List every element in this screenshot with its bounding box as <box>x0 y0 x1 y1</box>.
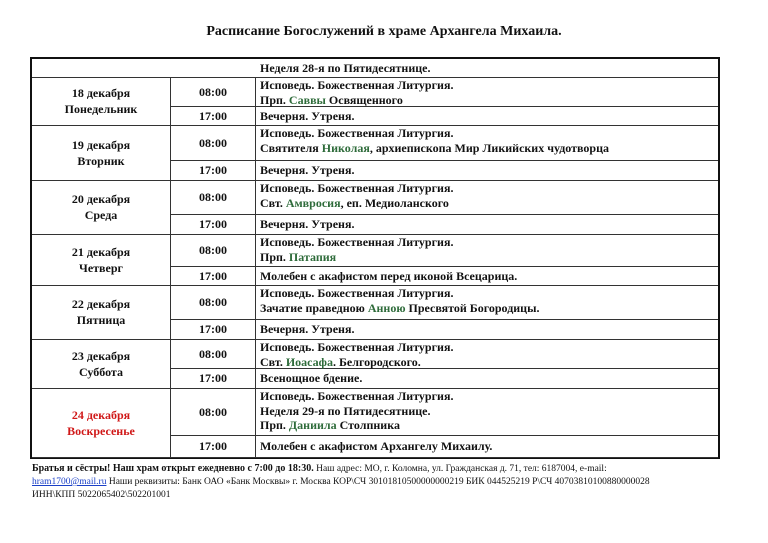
morning-time: 08:00 <box>199 295 227 309</box>
time-slot <box>171 285 255 320</box>
feast-prefix: Свт. <box>260 355 286 369</box>
feast-prefix: Прп. <box>260 250 289 264</box>
feast-suffix: , архиепископа Мир Ликийских чудотворца <box>369 141 610 155</box>
event-slot <box>256 161 718 180</box>
address: Наш адрес: МО, г. Коломна, ул. Гражданская д. 71, тел: 6187004, e-mail: <box>313 464 607 474</box>
day-weekday: Четверг <box>79 260 123 275</box>
time-slot <box>171 77 255 107</box>
times-column <box>171 234 256 285</box>
evening-time: 17:00 <box>199 322 227 336</box>
day-weekday: Воскресенье <box>67 423 135 438</box>
event-slot <box>256 388 718 436</box>
evening-time: 17:00 <box>199 439 227 453</box>
feast-suffix: Столпника <box>336 418 400 432</box>
morning-time: 08:00 <box>199 404 227 419</box>
day-date-cell <box>32 234 171 285</box>
evening-time: 17:00 <box>199 371 227 385</box>
day-date: 20 декабря <box>71 192 131 206</box>
evening-service: Вечерня. Утреня. <box>260 322 355 336</box>
email-link[interactable]: hram1700@mail.ru <box>32 477 107 487</box>
morning-service: Исповедь. Божественная Литургия. <box>260 389 454 403</box>
event-slot <box>256 369 718 388</box>
time-slot <box>171 215 255 234</box>
times-column <box>171 77 256 125</box>
feast-prefix: Святителя <box>260 141 322 155</box>
feast-line <box>260 250 336 265</box>
footer-line-1 <box>32 462 752 476</box>
evening-time: 17:00 <box>199 268 227 283</box>
day-date: 19 декабря <box>71 137 131 152</box>
evening-service: Вечерня. Утреня. <box>260 163 355 177</box>
saint-name: Николая <box>321 141 370 155</box>
time-slot <box>171 267 255 285</box>
morning-time: 08:00 <box>199 190 227 204</box>
morning-service: Исповедь. Божественная Литургия. <box>260 286 454 300</box>
day-date-cell <box>32 77 171 125</box>
morning-service: Исповедь. Божественная Литургия. <box>260 340 454 354</box>
times-column <box>171 285 256 339</box>
evening-service: Вечерня. Утреня. <box>260 108 355 123</box>
week-header-label: Неделя 28-я по Пятидесятнице. <box>260 61 431 75</box>
times-column <box>171 388 256 457</box>
time-slot <box>171 369 255 388</box>
saint-name: Патапия <box>288 250 337 264</box>
opening-hours: Братья и сёстры! Наш храм открыт ежедневно с 7:00 до 18:30. <box>32 463 314 474</box>
saint-name: Анною <box>367 301 406 315</box>
page-title: Расписание Богослужений в храме Архангела Михаила. <box>206 24 562 39</box>
feast-line <box>260 301 539 316</box>
event-slot <box>256 234 718 267</box>
times-column <box>171 180 256 234</box>
bank-details: Наши реквизиты: Банк ОАО «Банк Москвы» г. Москва КОР\СЧ 30101810500000000219 БИК 044525219 Р\СЧ 40703810100880000028 <box>106 477 650 487</box>
day-weekday: Суббота <box>79 364 123 379</box>
day-date: 18 декабря <box>71 86 131 100</box>
day-weekday: Пятница <box>76 313 126 327</box>
feast-line <box>260 355 421 370</box>
day-date-cell <box>32 339 171 388</box>
tax-id: ИНН\КПП 5022065402\502201001 <box>32 490 171 500</box>
time-slot <box>171 339 255 369</box>
events-column <box>256 125 718 180</box>
feast-line <box>260 93 403 108</box>
time-slot <box>171 234 255 267</box>
day-date-cell <box>32 388 171 457</box>
evening-service: Молебен с акафистом перед иконой Всецарица. <box>260 268 518 283</box>
morning-service: Исповедь. Божественная Литургия. <box>260 78 454 92</box>
feast-line <box>260 196 449 211</box>
evening-time: 17:00 <box>199 108 227 123</box>
saint-name: Иоасафа <box>285 355 333 369</box>
time-slot <box>171 388 255 436</box>
event-slot <box>256 215 718 234</box>
event-slot <box>256 339 718 369</box>
morning-service: Исповедь. Божественная Литургия. <box>260 126 454 140</box>
event-slot <box>256 77 718 107</box>
day-weekday: Среда <box>84 208 118 222</box>
evening-service: Всенощное бдение. <box>260 371 363 385</box>
time-slot <box>171 125 255 161</box>
day-weekday: Вторник <box>77 153 125 168</box>
feast-prefix: Прп. <box>260 418 289 432</box>
times-column <box>171 339 256 388</box>
events-column <box>256 388 718 457</box>
week-header <box>32 59 718 78</box>
events-column <box>256 339 718 388</box>
times-column <box>171 125 256 180</box>
morning-service: Исповедь. Божественная Литургия. <box>260 181 454 195</box>
events-column <box>256 77 718 125</box>
time-slot <box>171 161 255 180</box>
event-slot <box>256 125 718 161</box>
saint-name: Саввы <box>288 93 326 107</box>
feast-suffix: Пресвятой Богородицы. <box>405 301 540 315</box>
event-slot <box>256 320 718 339</box>
day-row <box>32 285 718 340</box>
schedule-table <box>30 57 720 459</box>
day-date: 21 декабря <box>71 244 131 259</box>
morning-time: 08:00 <box>199 84 227 99</box>
day-date-cell <box>32 125 171 180</box>
events-column <box>256 180 718 234</box>
day-row <box>32 234 718 286</box>
day-row <box>32 77 718 126</box>
feast-line <box>260 141 609 156</box>
feast-prefix: Зачатие праведною <box>260 301 368 315</box>
saint-name: Амвросия <box>285 196 341 210</box>
evening-time: 17:00 <box>199 163 227 177</box>
footer-line-2 <box>32 476 752 489</box>
feast-prefix: Прп. <box>260 93 289 107</box>
footer <box>32 462 752 502</box>
day-row <box>32 339 718 389</box>
feast-suffix: Освященного <box>325 93 403 107</box>
morning-service: Исповедь. Божественная Литургия. <box>260 235 454 249</box>
morning-time: 08:00 <box>199 135 227 150</box>
feast-suffix: , еп. Медиоланского <box>340 196 449 210</box>
day-date: 24 декабря <box>71 407 131 422</box>
day-date: 23 декабря <box>71 348 131 363</box>
feast-suffix: . Белгородского. <box>332 355 421 369</box>
time-slot <box>171 180 255 215</box>
saint-name: Даниила <box>288 418 337 432</box>
day-row <box>32 388 718 458</box>
day-date-cell <box>32 180 171 234</box>
events-column <box>256 234 718 285</box>
event-slot <box>256 285 718 320</box>
evening-service: Вечерня. Утреня. <box>260 217 355 231</box>
time-slot <box>171 320 255 339</box>
day-weekday: Понедельник <box>64 102 138 116</box>
evening-service: Молебен с акафистом Архангелу Михаилу. <box>260 439 493 453</box>
week-note: Неделя 29-я по Пятидесятнице. <box>260 404 431 418</box>
day-row <box>32 125 718 181</box>
day-row <box>32 180 718 235</box>
feast-prefix: Свт. <box>260 196 286 210</box>
time-slot <box>171 107 255 125</box>
evening-time: 17:00 <box>199 217 227 231</box>
events-column <box>256 285 718 339</box>
day-date-cell <box>32 285 171 339</box>
event-slot <box>256 436 718 457</box>
morning-time: 08:00 <box>199 346 227 361</box>
event-slot <box>256 267 718 285</box>
day-date: 22 декабря <box>71 297 131 311</box>
event-slot <box>256 180 718 215</box>
morning-time: 08:00 <box>199 243 227 257</box>
event-slot <box>256 107 718 125</box>
time-slot <box>171 436 255 457</box>
feast-line <box>260 418 400 433</box>
